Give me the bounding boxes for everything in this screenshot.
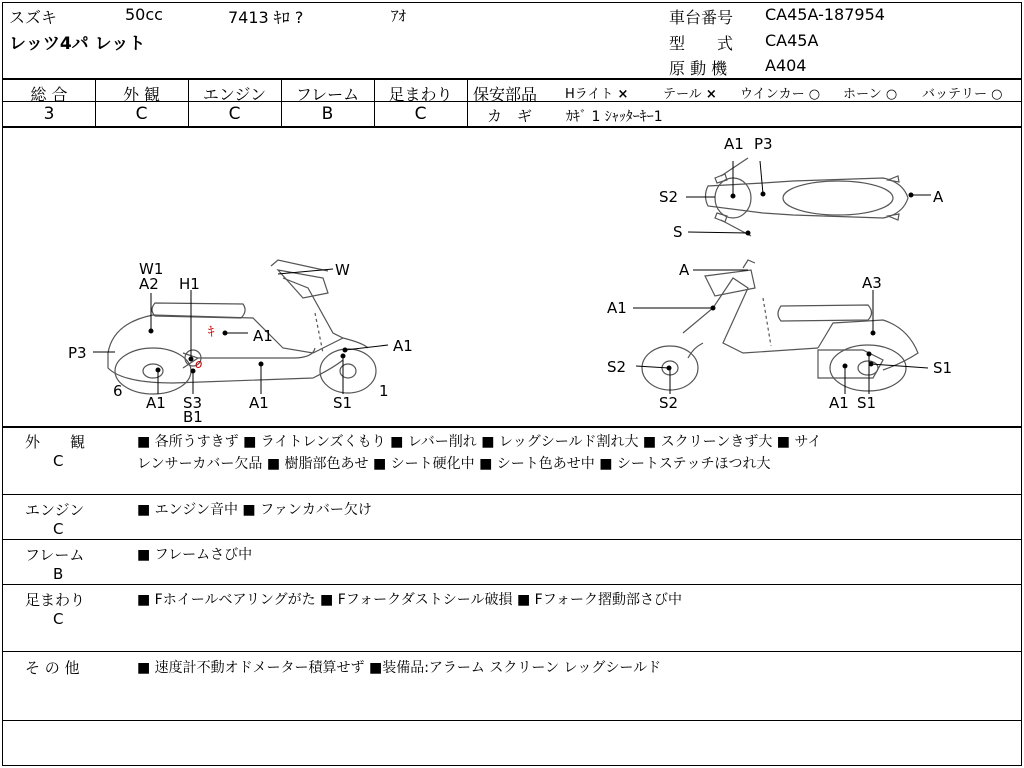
safety-item-mark: ○ [885, 87, 898, 102]
overall-label: 総 合 [30, 85, 68, 104]
divider [3, 539, 1021, 540]
top-view-scooter [706, 158, 909, 236]
engine-value: C [228, 104, 241, 124]
divider [3, 720, 1021, 721]
remark-text-engine: ■ エンジン音中 ■ ファンカバー欠け [137, 502, 372, 518]
diagram-label-a1-tank: A1 [253, 327, 273, 345]
safety-item-mark: × [617, 87, 629, 102]
safety-item-battery [922, 83, 1003, 102]
divider [467, 80, 468, 126]
diagram-label-a1-front: A1 [393, 337, 413, 355]
diagram-label-h1: H1 [179, 275, 200, 293]
frame-value: B [321, 104, 334, 124]
remark-grade-suspension: C [53, 610, 64, 628]
mileage: 7413 ｷﾛ ? [228, 8, 304, 27]
diagram-label-6: 6 [113, 382, 123, 400]
remark-text-suspension: ■ Fホイールベアリングがた ■ Fフォークダストシール破損 ■ Fフォーク摺動部さび中 [137, 592, 683, 608]
key-label: カ ギ [487, 107, 533, 125]
safety-item-winker [740, 83, 820, 102]
maker-name: スズキ [9, 8, 58, 27]
suspension-value: C [414, 104, 427, 124]
safety-item-mark: × [705, 87, 717, 102]
frame-number-value: CA45A-187954 [765, 5, 885, 24]
remark-label-engine: エンジン [25, 501, 85, 519]
diagram-label-a1-bottom: A1 [146, 394, 166, 412]
diagram-label-right-a1: A1 [607, 299, 627, 317]
model-type-label: 型 式 [669, 34, 734, 53]
safety-item-mark: ○ [808, 87, 821, 102]
exterior-value: C [135, 104, 148, 124]
engine-label: エンジン [202, 85, 267, 104]
svg-text:ｷ: ｷ [208, 325, 215, 340]
remark-text-exterior-2: レンサーカバー欠品 ■ 樹脂部色あせ ■ シート硬化中 ■ シート色あせ中 ■ シートステッチほつれ大 [137, 456, 771, 472]
divider [3, 584, 1021, 585]
diagram-label-right-a3: A3 [862, 274, 882, 292]
divider [3, 426, 1021, 428]
diagram-label-w1: W1 [139, 260, 164, 278]
safety-item-horn [843, 83, 897, 102]
model-type-value: CA45A [765, 31, 819, 50]
safety-item-headlight [565, 83, 628, 102]
remark-label-other: そ の 他 [25, 659, 80, 677]
divider [3, 651, 1021, 652]
diagram-label-s1: S1 [333, 394, 353, 412]
diagram-label-top-a: A [933, 188, 944, 206]
divider [3, 78, 1021, 80]
diagram-label-1: 1 [379, 382, 389, 400]
diagram-label-right-a: A [679, 261, 690, 279]
damage-diagram [3, 128, 1021, 426]
inspection-sheet [2, 2, 1022, 766]
diagram-label-right-a1-bottom: A1 [829, 394, 849, 412]
diagram-label-top-s2: S2 [659, 188, 679, 206]
diagram-label-w: W [335, 261, 350, 279]
frame-label: フレーム [295, 85, 360, 104]
diagram-label-right-s2: S2 [607, 358, 627, 376]
diagram-label-p3: P3 [68, 344, 87, 362]
divider [3, 494, 1021, 495]
diagram-label-top-p3: P3 [754, 135, 773, 153]
body-color: ｱｵ [391, 7, 407, 25]
safety-item-name: Hライト [565, 87, 614, 102]
diagram-label-b1: B1 [183, 408, 203, 426]
remark-text-other: ■ 速度計不動オドメーター積算せず ■装備品:アラーム スクリーン レッグシールド [137, 660, 662, 676]
remark-grade-exterior: C [53, 452, 64, 470]
suspension-label: 足まわり [388, 85, 453, 104]
model-name: レッツ4パ レット [9, 34, 146, 54]
remark-text-exterior-1: ■ 各所うすきず ■ ライトレンズくもり ■ レバー削れ ■ レッグシールド割れ大 ■ スクリーンきず大 ■ サイ [137, 434, 822, 450]
safety-item-mark: ○ [991, 87, 1003, 102]
engine-code-value: A404 [765, 56, 807, 75]
overall-value: 3 [43, 104, 55, 124]
key-value: ｶｷﾞ 1 ｼｬｯﾀｰｷｰ1 [566, 109, 663, 125]
svg-text:o: o [195, 357, 203, 371]
diagram-label-right-s1: S1 [933, 359, 953, 377]
displacement: 50cc [125, 5, 163, 24]
diagram-label-right-s1-bottom: S1 [857, 394, 877, 412]
remark-label-frame: フレーム [25, 546, 85, 564]
diagram-label-s3: S3 [183, 394, 203, 412]
diagram-label-top-a1: A1 [724, 135, 744, 153]
safety-item-name: テール [663, 87, 702, 102]
diagram-label-a2: A2 [139, 275, 159, 293]
diagram-label-right-s2-bottom: S2 [659, 394, 679, 412]
safety-parts-label: 保安部品 [473, 85, 538, 104]
safety-item-name: バッテリー [922, 87, 988, 102]
remark-label-suspension: 足まわり [25, 591, 86, 609]
safety-item-taillight [663, 83, 717, 102]
diagram-label-top-s: S [673, 223, 683, 241]
safety-item-name: ウインカー [740, 87, 805, 102]
safety-item-name: ホーン [843, 87, 882, 102]
remark-label-exterior: 外 観 [25, 433, 86, 451]
remark-grade-frame: B [53, 565, 64, 583]
engine-code-label: 原 動 機 [669, 59, 728, 78]
remark-text-frame: ■ フレームさび中 [137, 547, 253, 563]
diagram-label-a1-bottom2: A1 [249, 394, 269, 412]
remark-grade-engine: C [53, 520, 64, 538]
frame-number-label: 車台番号 [669, 8, 734, 27]
exterior-label: 外 観 [122, 85, 161, 104]
